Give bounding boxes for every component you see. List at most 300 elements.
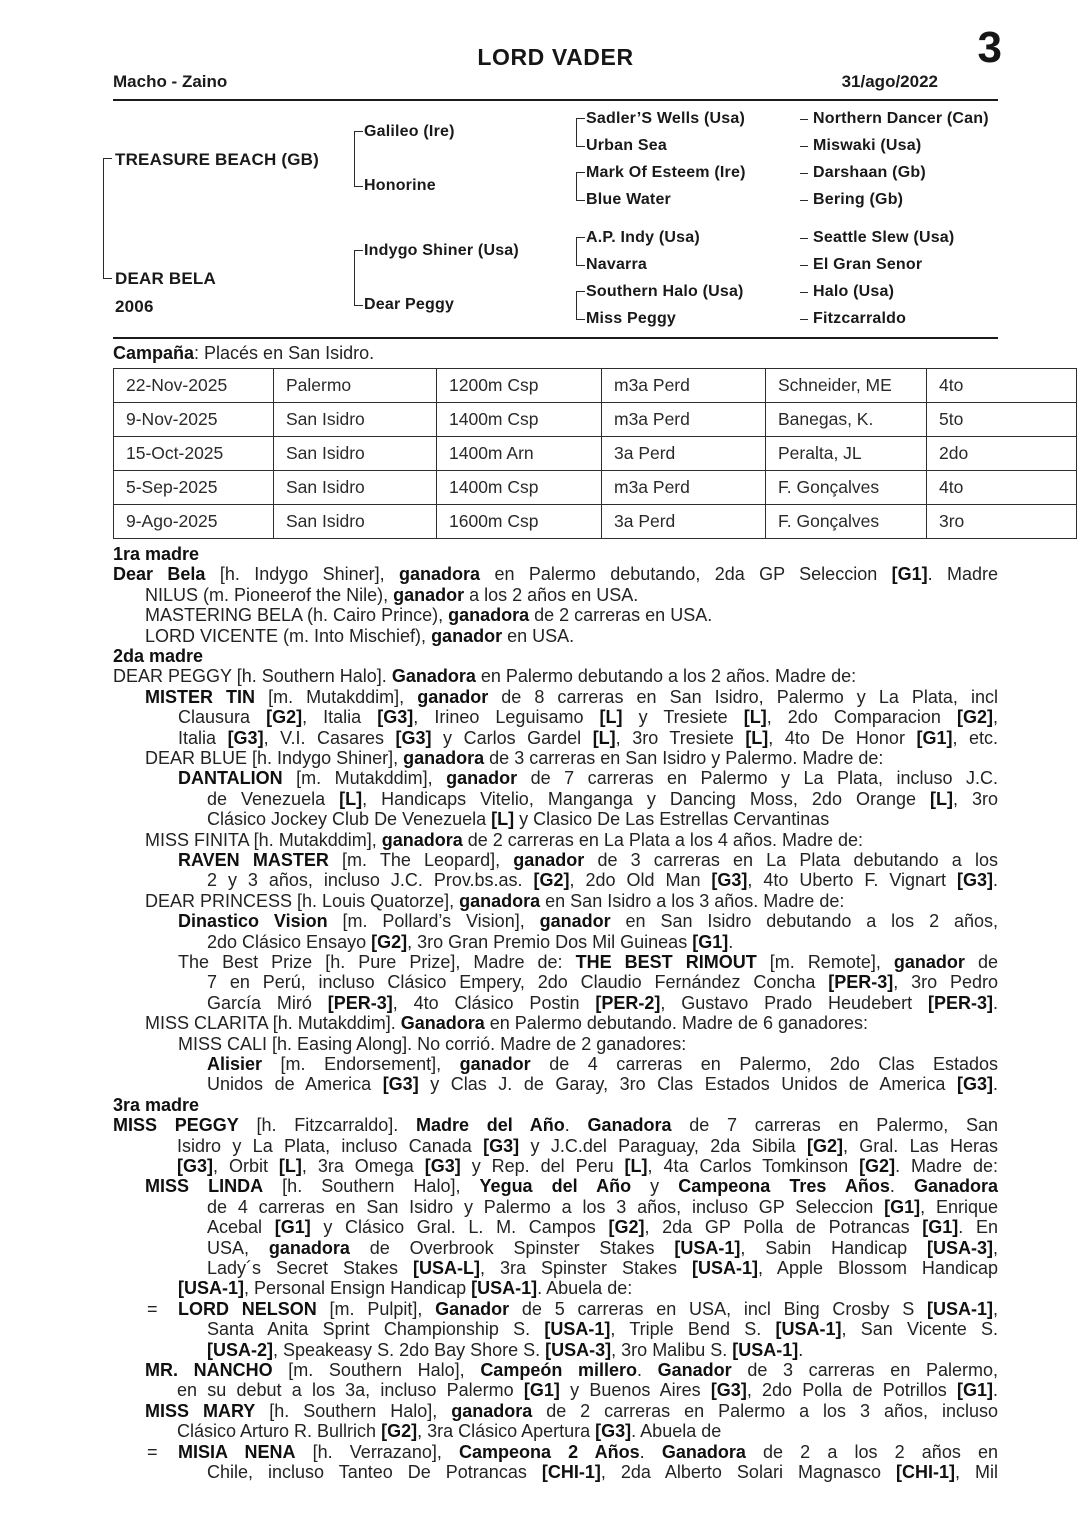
- body-text: en San Isidro debutando a los 2 años,: [610, 911, 999, 932]
- emphasized-text: [G2]: [806, 1135, 843, 1156]
- family-line: [207, 1197, 998, 1218]
- emphasized-text: [L]: [929, 788, 953, 809]
- race-cell-placing: 4to: [927, 369, 1077, 403]
- emphasized-text: [G3]: [956, 870, 993, 891]
- race-cell-placing: 2do: [927, 437, 1077, 471]
- body-text: de Overbrook Spinster Stakes: [349, 1237, 675, 1258]
- race-cell-track: Palermo: [274, 369, 437, 403]
- race-cell-placing: 5to: [927, 403, 1077, 437]
- emphasized-text: [L]: [599, 707, 623, 728]
- pedigree-gen4-name: Fitzcarraldo: [813, 310, 907, 327]
- emphasized-text: MISIA NENA: [178, 1441, 296, 1462]
- body-text: Clausura: [178, 707, 267, 728]
- family-line: [178, 707, 998, 728]
- body-text: , Handicaps Vitelio, Manganga y Dancing Moss, 2do Orange: [362, 788, 930, 809]
- body-text: Acebal: [207, 1217, 275, 1238]
- race-cell-date: 15-Oct-2025: [114, 437, 274, 471]
- pedigree-gen1-name: DEAR BELA: [115, 269, 216, 288]
- pedigree-gen3-name: A.P. Indy (Usa): [586, 229, 700, 246]
- race-cell-track: San Isidro: [274, 505, 437, 539]
- family-line: [178, 1034, 998, 1055]
- race-cell-distance-condition: 1400m Csp: [437, 403, 602, 437]
- body-text: , Italia: [302, 707, 378, 728]
- family-line: [207, 1319, 998, 1340]
- race-cell-date: 5-Sep-2025: [114, 471, 274, 505]
- body-text: y Tresiete: [622, 707, 744, 728]
- emphasized-text: ganador: [539, 911, 611, 932]
- emphasized-text: [USA-2]: [207, 1339, 273, 1360]
- emphasized-text: Madre del Año: [415, 1115, 565, 1136]
- emphasized-text: [G3]: [483, 1135, 520, 1156]
- body-text: de 2 a los 2 años en: [745, 1441, 998, 1462]
- emphasized-text: [G3]: [710, 1380, 747, 1401]
- body-text: , etc.: [952, 727, 999, 748]
- body-text: The Best Prize [h. Pure Prize], Madre de:: [178, 952, 576, 972]
- emphasized-text: Campeona 2 Años: [459, 1441, 640, 1462]
- body-text: , Triple Bend S.: [610, 1319, 776, 1340]
- body-text: y Clas J. de Garay, 3ro Clas Estados Unidos de America: [418, 1074, 957, 1095]
- body-text: de 7 carreras en Palermo y La Plata, incluso J.C.: [517, 768, 998, 789]
- family-line: [207, 1258, 998, 1279]
- emphasized-text: [L]: [278, 1156, 302, 1176]
- body-text: , Enrique: [920, 1196, 998, 1217]
- body-text: Chile, incluso Tanteo De Potrancas: [207, 1462, 542, 1482]
- pedigree-gen4-name: Halo (Usa): [813, 283, 895, 300]
- family-line: [207, 1238, 998, 1259]
- family-notes: [113, 0, 998, 1525]
- emphasized-text: [G2]: [266, 707, 303, 728]
- family-line: [178, 911, 998, 932]
- emphasized-text: [G3]: [595, 1421, 632, 1442]
- emphasized-text: MR. NANCHO: [145, 1360, 273, 1380]
- body-text: , 3ro: [952, 788, 998, 809]
- family-line: [207, 1462, 998, 1483]
- pedigree-gen4-name: Darshaan (Gb): [813, 164, 926, 181]
- family-line: [207, 809, 998, 830]
- emphasized-text: ganadora: [459, 890, 541, 911]
- body-text: , 2do Comparacion: [766, 707, 958, 728]
- family-line: [178, 952, 998, 973]
- body-text: DEAR PRINCESS [h. Louis Quatorze],: [145, 890, 460, 911]
- emphasized-text: [L]: [743, 707, 767, 728]
- family-line: [113, 1115, 998, 1136]
- body-text: 2 y 3 años, incluso J.C. Prov.bs.as.: [207, 870, 534, 891]
- emphasized-text: [USA-1]: [926, 1298, 993, 1319]
- emphasized-text: [USA-1]: [471, 1278, 538, 1299]
- body-text: 2do Clásico Ensayo: [207, 931, 372, 952]
- foaling-date: 31/ago/2022: [841, 72, 938, 91]
- emphasized-text: [G3]: [395, 727, 432, 748]
- emphasized-text: [L]: [339, 788, 363, 809]
- emphasized-text: [USA-3]: [927, 1237, 993, 1258]
- pedigree-gen4-name: El Gran Senor: [813, 256, 923, 273]
- body-text: [h. Indygo Shiner],: [205, 564, 400, 585]
- emphasized-text: ganador: [459, 1054, 531, 1074]
- body-text: .: [564, 1115, 588, 1136]
- body-text: y Carlos Gardel: [431, 727, 593, 748]
- body-text: en su debut a los 3a, incluso Palermo: [177, 1380, 524, 1401]
- body-text: de 2 carreras en Palermo a los 3 años, incluso: [532, 1400, 999, 1421]
- body-text: , Irineo Leguisamo: [413, 707, 600, 728]
- emphasized-text: ganadora: [403, 748, 485, 768]
- family-section-heading: [113, 1095, 998, 1116]
- pedigree-gen1-name: TREASURE BEACH (GB): [115, 150, 320, 169]
- body-text: .: [992, 1074, 998, 1095]
- emphasized-text: Ganadora: [391, 666, 476, 687]
- emphasized-text: [PER-3]: [828, 972, 894, 993]
- emphasized-text: Ganador: [657, 1360, 732, 1380]
- body-text: García Miró: [207, 992, 328, 1013]
- emphasized-text: [G1]: [891, 564, 928, 585]
- body-text: .: [889, 1176, 914, 1197]
- body-text: [h. Southern Halo],: [255, 1400, 452, 1421]
- race-cell-placing: 3ro: [927, 505, 1077, 539]
- pedigree-gen4-name: Seattle Slew (Usa): [813, 229, 955, 246]
- pedigree-birth-year: 2006: [115, 297, 154, 316]
- race-cell-race-type: m3a Perd: [602, 471, 766, 505]
- body-text: ,: [992, 1298, 998, 1319]
- emphasized-text: [USA-3]: [545, 1339, 612, 1360]
- emphasized-text: [USA-1]: [178, 1278, 244, 1299]
- body-text: de 2 carreras en La Plata a los 4 años. Madre de:: [462, 829, 864, 850]
- body-text: ,: [993, 707, 999, 728]
- pedigree-gen3-name: Sadler’S Wells (Usa): [586, 110, 746, 127]
- body-text: , Gustavo Prado Heudebert: [660, 992, 928, 1013]
- body-text: . Madre de:: [895, 1156, 998, 1176]
- emphasized-text: [G3]: [956, 1074, 993, 1095]
- emphasized-text: ganador: [417, 686, 489, 707]
- family-line: [177, 1156, 998, 1177]
- emphasized-text: ganadora: [448, 605, 530, 626]
- family-line: [207, 1054, 998, 1075]
- body-text: . En: [958, 1217, 998, 1238]
- race-cell-race-type: 3a Perd: [602, 505, 766, 539]
- race-cell-distance-condition: 1600m Csp: [437, 505, 602, 539]
- emphasized-text: ganadora: [268, 1237, 350, 1258]
- race-cell-track: San Isidro: [274, 437, 437, 471]
- emphasized-text: [G3]: [177, 1156, 213, 1176]
- body-text: [h. Fitzcarraldo].: [238, 1115, 416, 1136]
- pedigree-gen2-name: Galileo (Ire): [364, 123, 455, 140]
- emphasized-text: Ganadora: [587, 1115, 672, 1136]
- body-text: Clásico Jockey Club De Venezuela: [207, 809, 492, 830]
- emphasized-text: Campeona Tres Años: [678, 1176, 890, 1197]
- body-text: de Venezuela: [207, 788, 340, 809]
- pedigree-gen3-name: Urban Sea: [586, 137, 667, 154]
- body-text: [m. Southern Halo],: [272, 1360, 481, 1380]
- emphasized-text: Ganadora: [400, 1013, 485, 1034]
- emphasized-text: [G3]: [711, 870, 748, 891]
- body-text: y J.C.del Paraguay, 2da Sibila: [519, 1135, 807, 1156]
- race-cell-race-type: m3a Perd: [602, 403, 766, 437]
- pedigree-gen3-name: Blue Water: [586, 191, 671, 208]
- race-cell-date: 9-Nov-2025: [114, 403, 274, 437]
- body-text: , Orbit: [213, 1156, 279, 1176]
- body-text: en Palermo debutando. Madre de 6 ganadores:: [484, 1013, 869, 1034]
- body-text: ,: [993, 1237, 999, 1258]
- emphasized-text: DANTALION: [178, 768, 283, 789]
- emphasized-text: MISTER TIN: [145, 686, 256, 707]
- body-text: y Clasico De Las Estrellas Cervantinas: [514, 809, 830, 830]
- body-text: .: [728, 931, 734, 952]
- body-text: .: [798, 1339, 804, 1360]
- race-cell-race-type: m3a Perd: [602, 369, 766, 403]
- emphasized-text: ganador: [893, 952, 965, 972]
- race-cell-race-type: 3a Perd: [602, 437, 766, 471]
- pedigree-gen4-name: Northern Dancer (Can): [813, 110, 989, 127]
- emphasized-text: RAVEN MASTER: [178, 850, 329, 870]
- emphasized-text: Ganador: [435, 1298, 510, 1319]
- body-text: de 4 carreras en Palermo, 2do Clas Estados: [530, 1054, 999, 1074]
- body-text: .: [992, 1380, 998, 1401]
- emphasized-text: [G3]: [377, 707, 414, 728]
- body-text: Italia: [178, 727, 228, 748]
- body-text: .: [992, 992, 998, 1013]
- emphasized-text: [CHI-1]: [541, 1462, 601, 1482]
- body-text: MISS CALI [h. Easing Along]. No corrió. Madre de 2 ganadores:: [178, 1033, 687, 1054]
- family-line: [145, 605, 998, 626]
- emphasized-text: [USA-1]: [775, 1319, 842, 1340]
- race-cell-jockey: Schneider, ME: [766, 369, 927, 403]
- body-text: de 5 carreras en USA, incl Bing Crosby S: [509, 1298, 927, 1319]
- family-line: [145, 687, 998, 708]
- body-text: a los 2 años en USA.: [464, 584, 639, 605]
- emphasized-text: MISS LINDA: [145, 1176, 264, 1197]
- body-text: , Personal Ensign Handicap: [244, 1278, 472, 1299]
- emphasized-text: 3ra madre: [113, 1094, 200, 1115]
- body-text: MISS CLARITA [h. Mutakddim].: [145, 1013, 401, 1034]
- family-line: [113, 666, 998, 687]
- emphasized-text: Dear Bela: [113, 564, 206, 585]
- body-text: MASTERING BELA (h. Cairo Prince),: [145, 605, 449, 626]
- body-text: en Palermo debutando a los 2 años. Madre de:: [475, 666, 857, 687]
- body-text: [m. Mutakddim],: [255, 686, 418, 707]
- emphasized-text: [G1]: [956, 1380, 993, 1401]
- family-line: [145, 1360, 998, 1381]
- family-line: [178, 1278, 998, 1299]
- emphasized-text: [G3]: [424, 1156, 461, 1176]
- race-cell-date: 22-Nov-2025: [114, 369, 274, 403]
- body-text: . Abuela de:: [537, 1278, 633, 1299]
- body-text: [m. Endorsement],: [262, 1054, 460, 1074]
- body-text: Unidos de America: [207, 1074, 383, 1095]
- body-text: , Speakeasy S. 2do Bay Shore S.: [273, 1339, 546, 1360]
- body-text: de 3 carreras en San Isidro y Palermo. Madre de:: [484, 748, 884, 768]
- body-text: Lady´s Secret Stakes: [207, 1258, 413, 1278]
- emphasized-text: ganadora: [451, 1400, 533, 1421]
- family-line: [177, 1380, 998, 1401]
- emphasized-text: Dinastico Vision: [178, 911, 328, 932]
- family-line: [178, 768, 998, 789]
- body-text: , 3ro Pedro: [893, 972, 998, 993]
- family-line: [145, 1013, 998, 1034]
- body-text: en Palermo debutando, 2da GP Seleccion: [480, 564, 892, 585]
- pedigree-gen4-name: Bering (Gb): [813, 191, 904, 208]
- emphasized-text: [G1]: [916, 727, 953, 748]
- family-line: [207, 972, 998, 993]
- race-cell-track: San Isidro: [274, 471, 437, 505]
- emphasized-text: [G2]: [371, 931, 408, 952]
- body-text: , 4to Clásico Postin: [392, 992, 596, 1013]
- emphasized-text: ganador: [446, 768, 518, 789]
- emphasized-text: MISS PEGGY: [113, 1115, 239, 1136]
- emphasized-text: [G1]: [692, 931, 729, 952]
- race-cell-jockey: F. Gonçalves: [766, 505, 927, 539]
- emphasized-text: [G2]: [957, 707, 994, 728]
- family-section-heading: [113, 544, 998, 565]
- body-text: [h. Verrazano],: [295, 1441, 459, 1462]
- emphasized-text: ganadora: [381, 829, 463, 850]
- emphasized-text: [G1]: [523, 1380, 560, 1401]
- body-text: , Sabin Handicap: [740, 1237, 927, 1258]
- emphasized-text: Yegua del Año: [479, 1176, 632, 1197]
- family-line: [207, 1217, 998, 1238]
- emphasized-text: [USA-1]: [732, 1339, 799, 1360]
- family-line: [147, 1298, 998, 1320]
- body-text: y Rep. del Peru: [460, 1156, 625, 1176]
- equals-marker: =: [147, 1441, 158, 1462]
- emphasized-text: [L]: [592, 727, 616, 748]
- body-text: y: [631, 1176, 679, 1197]
- emphasized-text: [G2]: [533, 870, 570, 891]
- emphasized-text: ganador: [431, 625, 503, 646]
- emphasized-text: [USA-1]: [674, 1237, 741, 1258]
- family-line: [145, 626, 998, 647]
- body-text: , 3ro Gran Premio Dos Mil Guineas: [407, 931, 693, 952]
- body-text: . Abuela de: [631, 1421, 722, 1442]
- emphasized-text: 2da madre: [113, 646, 204, 666]
- body-text: , Mil: [955, 1462, 998, 1482]
- emphasized-text: Campeón millero: [480, 1360, 637, 1380]
- emphasized-text: [USA-L]: [413, 1258, 480, 1278]
- emphasized-text: [PER-3]: [927, 992, 993, 1013]
- body-text: . Madre: [927, 564, 998, 585]
- emphasized-text: [G3]: [382, 1074, 419, 1095]
- family-line: [207, 870, 998, 891]
- emphasized-text: [PER-2]: [595, 992, 661, 1013]
- body-text: , Apple Blossom Handicap: [757, 1258, 998, 1278]
- body-text: [m. Mutakddim],: [282, 768, 447, 789]
- body-text: de 4 carreras en San Isidro y Palermo a los 3 años, incluso GP Seleccion: [207, 1196, 885, 1217]
- body-text: de: [964, 952, 999, 972]
- family-line: [207, 993, 998, 1014]
- family-line: [177, 1421, 998, 1442]
- pedigree-gen3-name: Mark Of Esteem (Ire): [586, 164, 746, 181]
- body-text: [m. Pollard’s Vision],: [327, 911, 540, 932]
- family-line: [207, 789, 998, 810]
- emphasized-text: [G1]: [884, 1196, 921, 1217]
- body-text: y Buenos Aires: [559, 1380, 711, 1401]
- emphasized-text: THE BEST RIMOUT: [575, 952, 757, 972]
- body-text: Isidro y La Plata, incluso Canada: [177, 1135, 484, 1156]
- body-text: , 2da GP Polla de Potrancas: [644, 1217, 923, 1238]
- emphasized-text: [L]: [745, 727, 769, 748]
- pedigree-gen2-name: Honorine: [364, 177, 436, 194]
- race-cell-date: 9-Ago-2025: [114, 505, 274, 539]
- emphasized-text: Ganadora: [913, 1176, 998, 1197]
- body-text: , 3ra Omega: [301, 1156, 425, 1176]
- body-text: , San Vicente S.: [841, 1319, 998, 1340]
- race-cell-jockey: F. Gonçalves: [766, 471, 927, 505]
- body-text: de 3 carreras en La Plata debutando a los: [584, 850, 998, 870]
- family-line: [145, 1176, 998, 1197]
- emphasized-text: [USA-1]: [691, 1258, 758, 1278]
- emphasized-text: Ganadora: [661, 1441, 746, 1462]
- emphasized-text: ganadora: [399, 564, 481, 585]
- pedigree-gen4-name: Miswaki (Usa): [813, 137, 922, 154]
- family-line: [178, 850, 998, 871]
- body-text: USA,: [207, 1237, 269, 1258]
- body-text: [m. Pulpit],: [316, 1298, 436, 1319]
- family-line: [178, 728, 998, 749]
- family-line: [113, 564, 998, 585]
- emphasized-text: [USA-1]: [544, 1319, 611, 1340]
- emphasized-text: LORD NELSON: [178, 1298, 317, 1319]
- body-text: , 4ta Carlos Tomkinson: [647, 1156, 860, 1176]
- pedigree-gen3-name: Navarra: [586, 256, 648, 273]
- emphasized-text: ganador: [513, 850, 585, 870]
- race-cell-distance-condition: 1200m Csp: [437, 369, 602, 403]
- family-line: [207, 932, 998, 953]
- body-text: , 3ra Clásico Apertura: [417, 1421, 596, 1442]
- body-text: , 3ro Tresiete: [615, 727, 746, 748]
- family-line: [207, 1074, 998, 1095]
- emphasized-text: [G1]: [274, 1217, 311, 1238]
- body-text: , Gral. Las Heras: [842, 1135, 998, 1156]
- body-text: en San Isidro a los 3 años. Madre de:: [540, 890, 845, 911]
- body-text: de 3 carreras en Palermo,: [731, 1360, 999, 1380]
- body-text: 7 en Perú, incluso Clásico Empery, 2do Claudio Fernández Concha: [207, 972, 829, 993]
- pedigree-gen3-name: Southern Halo (Usa): [586, 283, 744, 300]
- family-line: [177, 1136, 998, 1157]
- emphasized-text: [G2]: [381, 1421, 418, 1442]
- body-text: NILUS (m. Pioneerof the Nile),: [145, 584, 394, 605]
- page-title: LORD VADER: [477, 44, 634, 70]
- family-line: [145, 748, 998, 769]
- emphasized-text: [L]: [624, 1156, 648, 1176]
- equals-marker: =: [147, 1298, 158, 1319]
- pedigree-gen2-name: Indygo Shiner (Usa): [364, 242, 519, 259]
- body-text: de 7 carreras en Palermo, San: [671, 1115, 998, 1136]
- family-line: [145, 891, 998, 912]
- body-text: Santa Anita Sprint Championship S.: [207, 1319, 545, 1340]
- emphasized-text: [PER-3]: [327, 992, 393, 1013]
- family-line: [207, 1340, 998, 1361]
- emphasized-text: [L]: [491, 809, 515, 830]
- emphasized-text: ganador: [393, 584, 465, 605]
- race-cell-distance-condition: 1400m Arn: [437, 437, 602, 471]
- campaign-label: Campaña: [113, 343, 195, 363]
- body-text: .: [639, 1441, 662, 1462]
- body-text: , 3ro Malibu S.: [611, 1339, 733, 1360]
- emphasized-text: Alisier: [207, 1054, 263, 1074]
- body-text: LORD VICENTE (m. Into Mischief),: [145, 625, 432, 646]
- body-text: de 2 carreras en USA.: [529, 605, 713, 626]
- emphasized-text: [CHI-1]: [896, 1462, 955, 1482]
- pedigree-bracket-gen1: [103, 158, 112, 279]
- body-text: [m. The Leopard],: [328, 850, 514, 870]
- body-text: de 8 carreras en San Isidro, Palermo y La Plata, incl: [488, 686, 998, 707]
- body-text: [m. Remote],: [756, 952, 894, 972]
- family-line: [147, 1441, 998, 1463]
- emphasized-text: MISS MARY: [145, 1400, 256, 1421]
- emphasized-text: [G3]: [227, 727, 264, 748]
- body-text: , 4to De Honor: [768, 727, 917, 748]
- campaign-text: : Placés en San Isidro.: [194, 343, 375, 363]
- body-text: , 4to Uberto F. Vignart: [747, 870, 957, 891]
- body-text: , 3ra Spinster Stakes: [479, 1258, 692, 1278]
- body-text: en USA.: [502, 625, 575, 646]
